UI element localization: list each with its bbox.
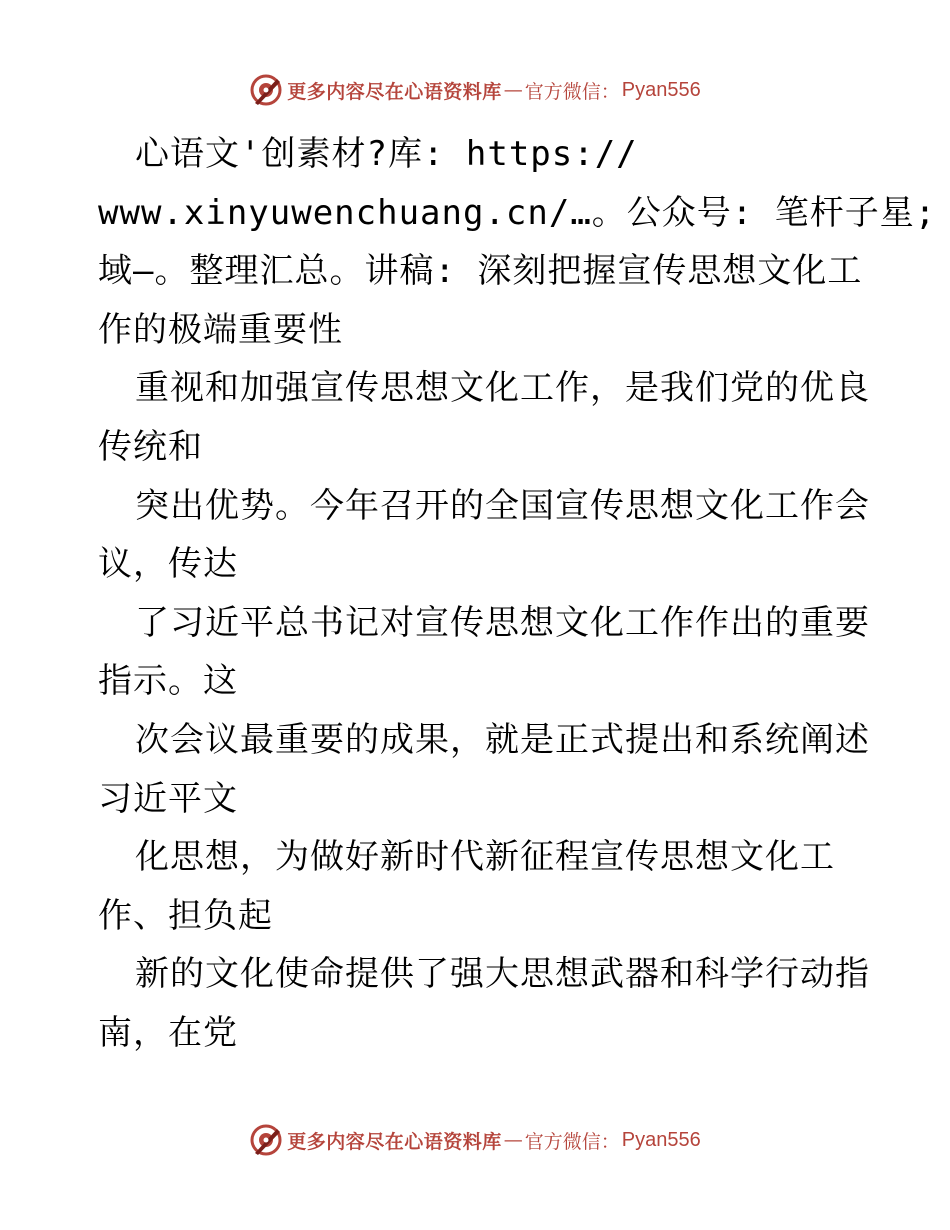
banner-wechat-label: 官方微信： <box>524 1130 620 1153</box>
text-line: 南，在党 <box>98 1012 238 1053</box>
text-line: 心语文'创素材?库: https:// <box>135 134 638 174</box>
text-line: 作的极端重要性 <box>98 309 343 350</box>
text-line: 化思想，为做好新时代新征程宣传思想文化工 <box>135 837 835 878</box>
text-line: 了习近平总书记对宣传思想文化工作作出的重要 <box>135 602 870 643</box>
document-body <box>98 125 937 1063</box>
text-line: 习近平文 <box>98 778 238 819</box>
banner-dash: — <box>503 1129 523 1151</box>
banner-dash: — <box>503 79 523 101</box>
banner-wechat-label: 官方微信： <box>524 80 620 103</box>
text-line: 重视和加强宣传思想文化工作，是我们党的优良 <box>135 368 870 409</box>
text-line: 次会议最重要的成果，就是正式提出和系统阐述 <box>135 719 870 760</box>
text-line: 作、担负起 <box>98 895 273 936</box>
banner-wechat-id: Pyan556 <box>621 78 701 101</box>
banner-wechat-id: Pyan556 <box>621 1128 701 1151</box>
header-banner <box>0 70 950 110</box>
text-line: 域—。整理汇总。讲稿: 深刻把握宣传思想文化工 <box>98 251 863 292</box>
pen-logo-icon <box>249 73 283 107</box>
banner-title: 更多内容尽在心语资料库 <box>287 80 502 103</box>
text-line: 指示。这 <box>98 661 238 702</box>
pen-logo-icon <box>249 1123 283 1157</box>
text-line: www.xinyuwenchuang.cn/…。公众号: 笔杆子星; <box>98 192 937 233</box>
banner-title: 更多内容尽在心语资料库 <box>287 1130 502 1153</box>
footer-banner <box>0 1120 950 1160</box>
text-line: 传统和 <box>98 426 203 467</box>
text-line: 新的文化使命提供了强大思想武器和科学行动指 <box>135 954 870 995</box>
text-line: 突出优势。今年召开的全国宣传思想文化工作会 <box>135 485 870 526</box>
text-line: 议，传达 <box>98 544 238 585</box>
